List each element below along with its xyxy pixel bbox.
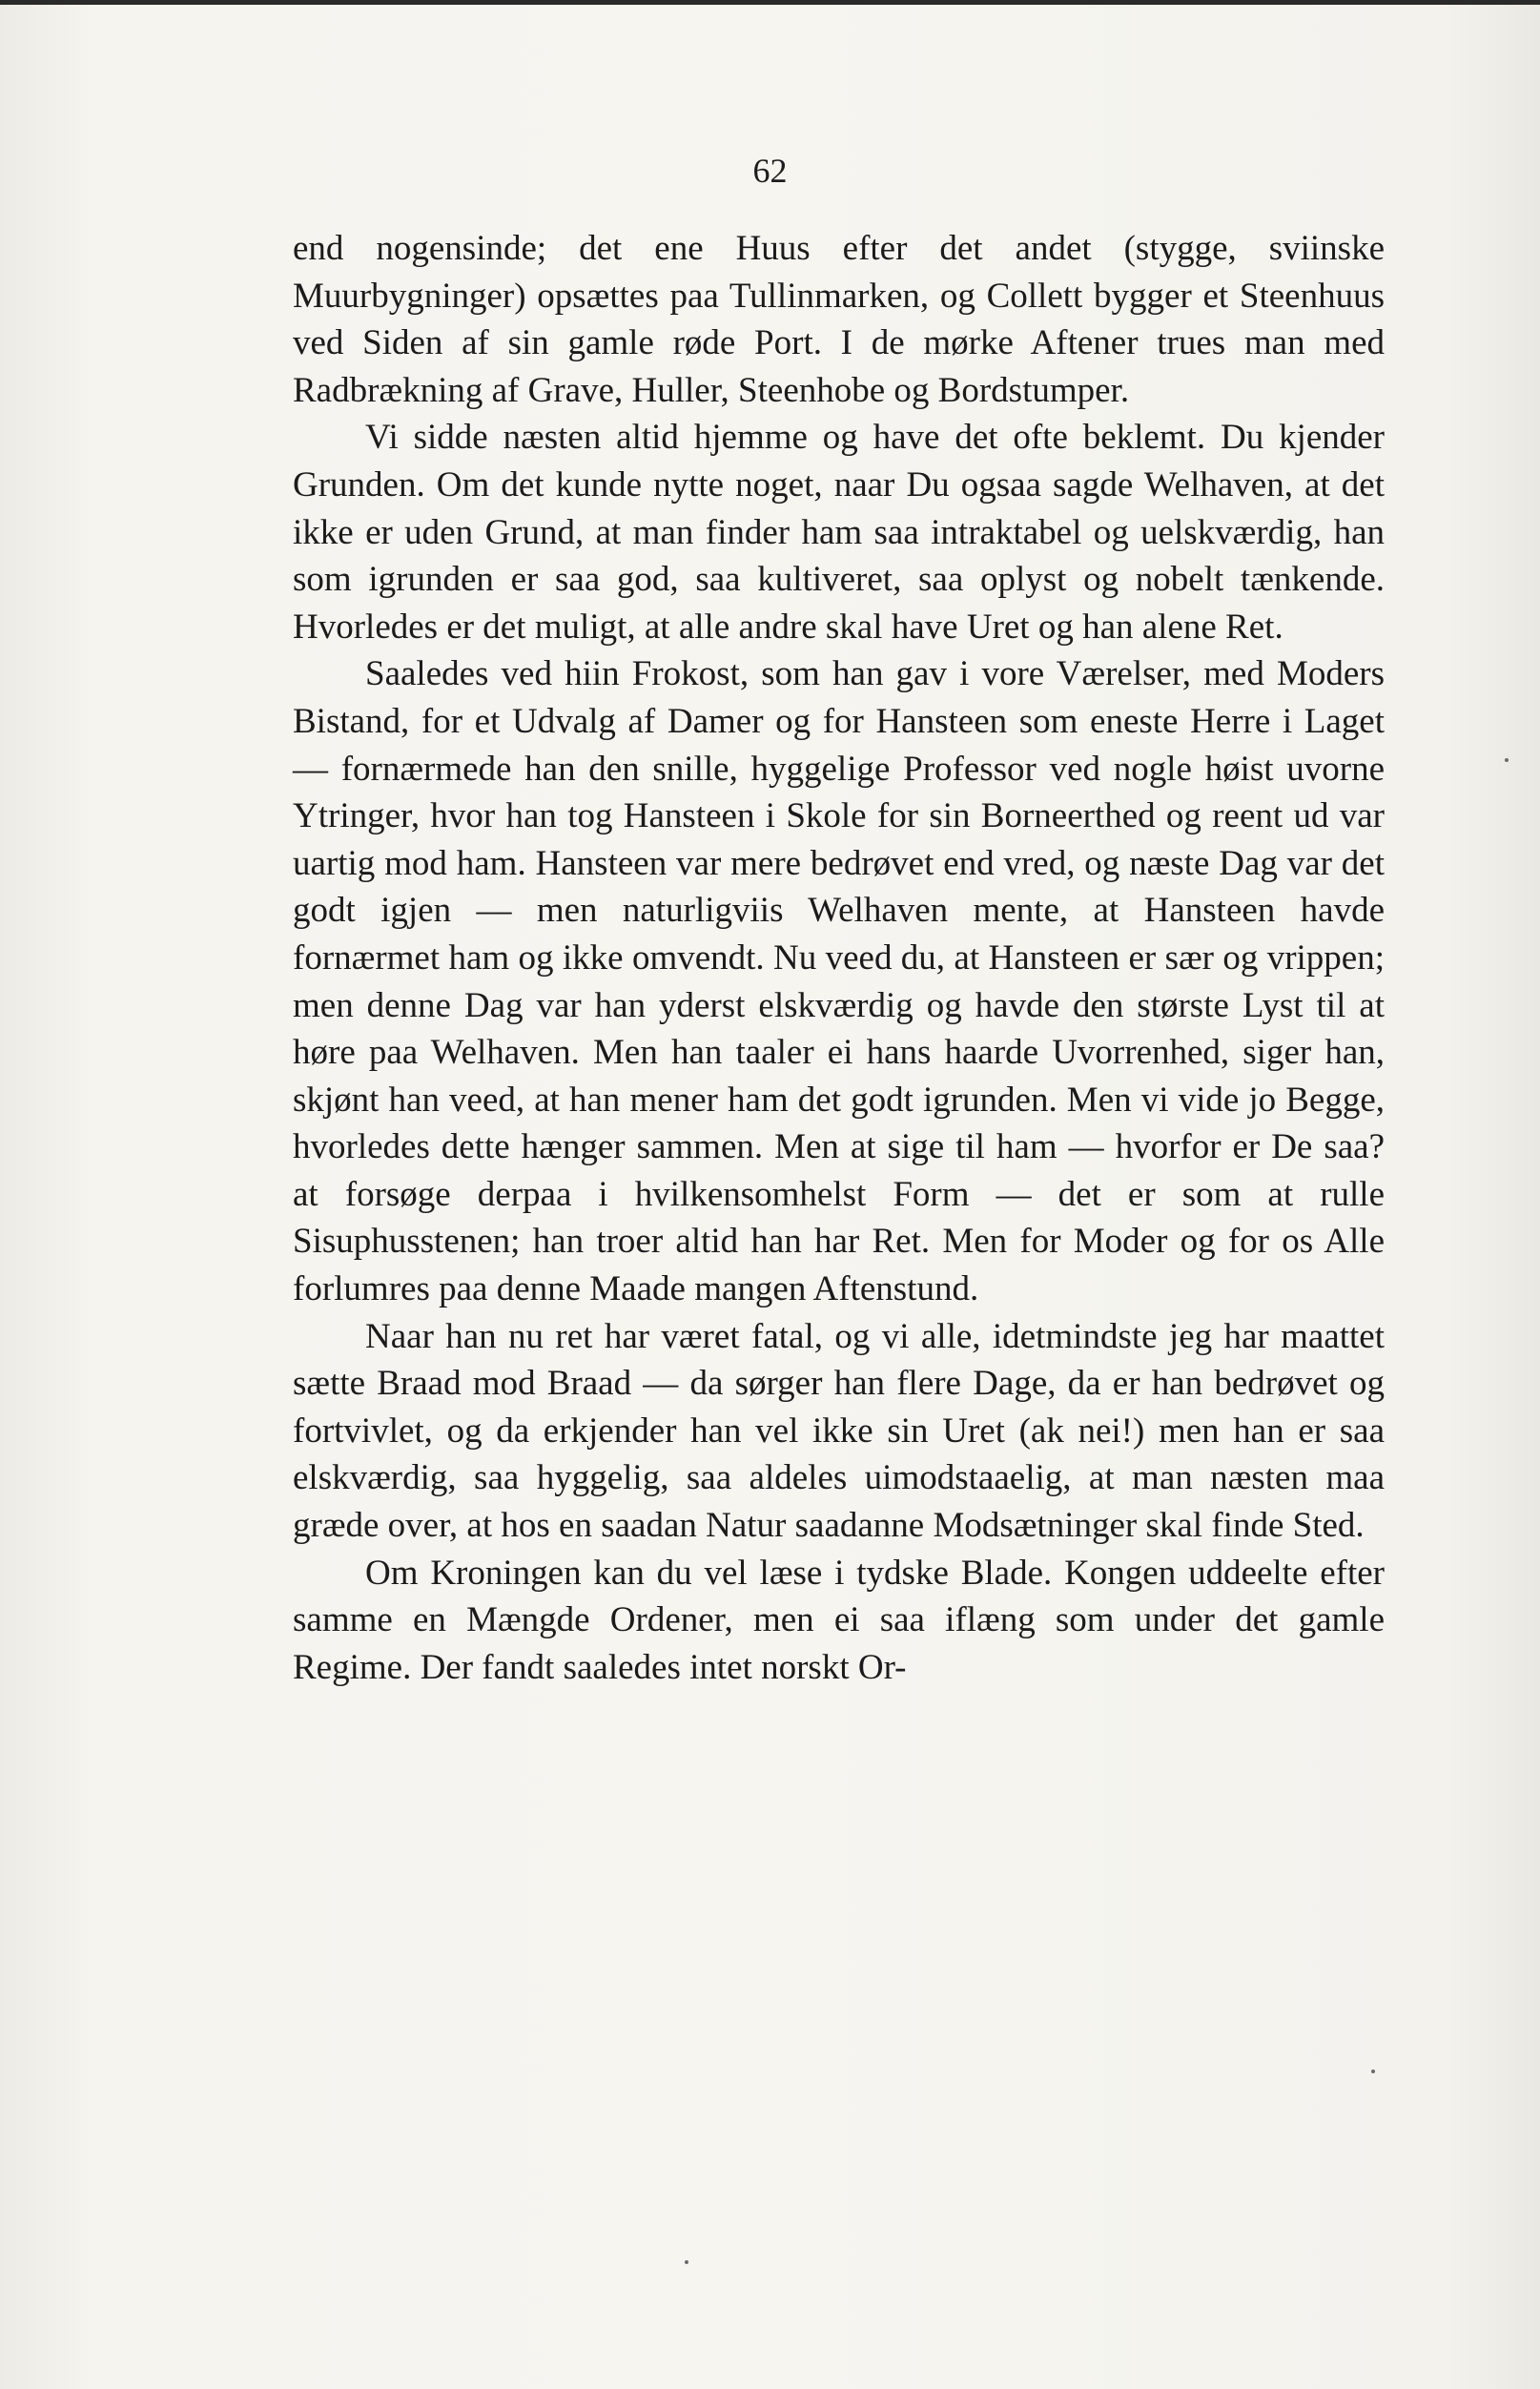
paragraph-2: Vi sidde næsten altid hjemme og have det ofte beklemt. Du kjender Grunden. Om det kunde nytte noget, naar Du ogsaa sagde Welhaven, at det ikke er uden Grund, at man finder ham saa intraktabel og uelskværdig, han som igrunden er saa god, saa kultiveret, saa oplyst og nobelt tænkende. Hvorledes er det muligt, at alle andre skal have Uret og han alene Ret.	[293, 418, 1385, 647]
scan-speck	[685, 2260, 688, 2264]
paragraph-5: Om Kroningen kan du vel læse i tydske Blade. Kongen uddeelte efter samme en Mængde Ordener, men ei saa iflæng som under det gamle Regime. Der fandt saaledes intet norskt Or-	[293, 1553, 1385, 1687]
scan-speck	[1505, 758, 1509, 762]
scan-edge	[0, 0, 1540, 5]
paragraph-4: Naar han nu ret har været fatal, og vi alle, idetmindste jeg har maattet sætte Braad mod Braad — da sørger han flere Dage, da er han bedrøvet og fortvivlet, og da erkjender han vel ikke sin Uret (ak nei!) men han er saa elskværdig, saa hyggelig, saa aldeles uimodstaaelig, at man næsten maa græde over, at hos en saadan Natur saadanne Modsætninger skal finde Sted.	[293, 1316, 1385, 1546]
page-number: 62	[752, 152, 788, 190]
paragraph-1: end nogensinde; det ene Huus efter det andet (stygge, sviinske Muurbygninger) opsættes paa Tullinmarken, og Collett bygger et Steenhuus ved Siden af sin gamle røde Port. I de mørke Aftener trues man med Radbrækning af Grave, Huller, Steenhobe og Bordstumper.	[293, 229, 1385, 410]
paragraph-3: Saaledes ved hiin Frokost, som han gav i vore Værelser, med Moders Bistand, for et Udvalg af Damer og for Hansteen som eneste Herre i Laget — fornærmede han den snille, hyggelige Professor ved nogle høist uvorne Ytringer, hvor han tog Hansteen i Skole for sin Borneerthed og reent ud var uartig mod ham. Hansteen var mere bedrøvet end vred, og næste Dag var det godt igjen — men naturligviis Welhaven mente, at Hansteen havde fornærmet ham og ikke omvendt. Nu veed du, at Hansteen er sær og vrippen; men denne Dag var han yderst elskværdig og havde den største Lyst til at høre paa Welhaven. Men han taaler ei hans haarde Uvorrenhed, siger han, skjønt han veed, at han mener ham det godt igrunden. Men vi vide jo Begge, hvorledes dette hænger sammen. Men at sige til ham — hvorfor er De saa? at forsøge derpaa i hvilkensomhelst Form — det er som at rulle Sisuphusstenen; han troer altid han har Ret. Men for Moder og for os Alle forlumres paa denne Maade mangen Aftenstund.	[293, 654, 1385, 1309]
body-text	[293, 225, 1385, 1691]
scan-speck	[1371, 2070, 1375, 2073]
